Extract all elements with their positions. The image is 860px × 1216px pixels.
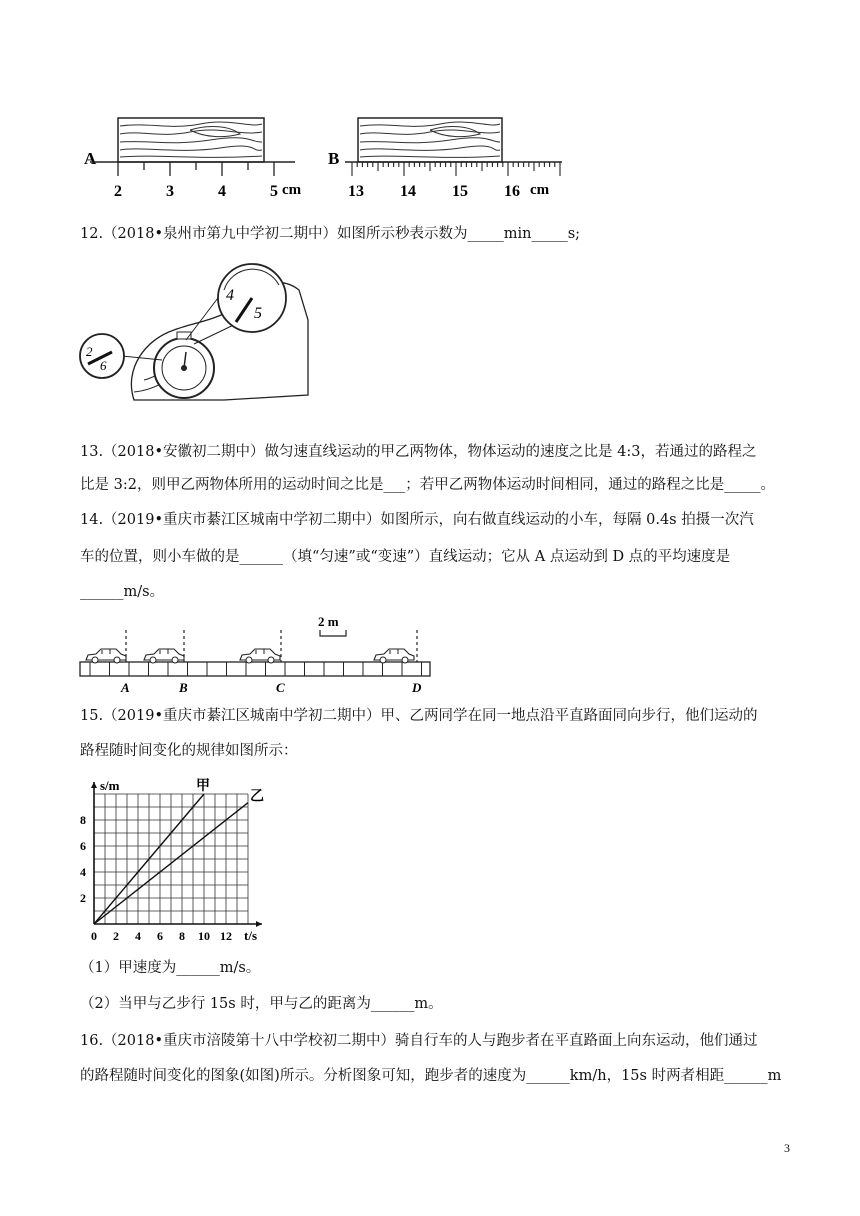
- question-15-line-1: 15.（2019•重庆市綦江区城南中学初二期中）甲、乙两同学在同一地点沿平直路面同向步行，他们运动的: [80, 708, 758, 724]
- x-axis-arrow: [256, 921, 262, 927]
- ruler-a-tick-label: 5: [270, 183, 278, 200]
- x-axis-label: t/s: [244, 928, 257, 943]
- x-tick-label: 10: [198, 929, 210, 943]
- x-tick-label: 2: [113, 929, 119, 943]
- x-tick-label: 0: [91, 929, 97, 943]
- ruler-b-tick-label: 14: [400, 183, 416, 200]
- ruler-b-tick-label: 13: [348, 183, 364, 200]
- ruler-a-tick-label: 4: [218, 183, 226, 200]
- ruler-b-label: B: [328, 149, 340, 168]
- ruler-a-label: A: [84, 149, 97, 168]
- y-axis-arrow: [91, 782, 97, 788]
- road-strip: [80, 662, 430, 676]
- ruler-b-unit: cm: [530, 182, 550, 198]
- x-tick-label: 12: [220, 929, 232, 943]
- question-15-sub-2: （2）当甲与乙步行 15s 时，甲与乙的距离为______m。: [80, 996, 443, 1012]
- point-label-b: B: [179, 680, 188, 695]
- stopwatch-small-dial-label: 2: [86, 344, 93, 359]
- ruler-b-ticks: [352, 162, 560, 176]
- car: [374, 649, 414, 663]
- x-tick-label: 4: [135, 929, 141, 943]
- series-label: 乙: [250, 789, 264, 805]
- question-16-line-2: 的路程随时间变化的图象(如图)所示。分析图象可知，跑步者的速度为______km/h，15s 时两者相距______m: [80, 1068, 782, 1084]
- scale-label: 2 m: [318, 614, 339, 629]
- wood-block-a: [118, 118, 264, 162]
- point-label-c: C: [276, 680, 285, 695]
- point-label-d: D: [412, 680, 422, 695]
- question-13-line-2: 比是 3:2，则甲乙两物体所用的运动时间之比是___；若甲乙两物体运动时间相同，通过的路程之比是_____。: [80, 477, 775, 493]
- chart-grid: [94, 794, 248, 924]
- question-15-sub-1: （1）甲速度为______m/s。: [80, 960, 261, 976]
- series-label: 甲: [196, 779, 210, 794]
- y-tick-label: 6: [80, 839, 86, 853]
- point-label-a: A: [121, 680, 130, 695]
- ruler-a-unit: cm: [282, 182, 302, 198]
- wood-block-b: [358, 118, 502, 162]
- ruler-a-ticks: [118, 162, 274, 176]
- question-14-line-2: 车的位置，则小车做的是______（填“匀速”或“变速”）直线运动；它从 A 点运动到 D 点的平均速度是: [80, 549, 731, 565]
- car: [144, 649, 184, 663]
- cars: [86, 649, 414, 663]
- stopwatch-figure: [74, 260, 314, 410]
- question-12: 12.（2018•泉州市第九中学初二期中）如图所示秒表示数为_____min_____s;: [80, 226, 581, 242]
- car: [86, 649, 126, 663]
- y-tick-label: 8: [80, 813, 86, 827]
- ruler-b-tick-label: 16: [504, 183, 520, 200]
- question-13-line-1: 13.（2018•安徽初二期中）做匀速直线运动的甲乙两物体，物体运动的速度之比是 4:3，若通过的路程之: [80, 444, 757, 460]
- car-figure: [78, 610, 434, 700]
- ruler-b-tick-label: 15: [452, 183, 468, 200]
- question-15-line-2: 路程随时间变化的规律如图所示：: [80, 743, 298, 759]
- stopwatch-large-dial-label: 5: [254, 305, 262, 322]
- stopwatch-small-dial-label: 6: [100, 358, 107, 373]
- question-16-line-1: 16.（2018•重庆市涪陵第十八中学校初二期中）骑自行车的人与跑步者在平直路面上向东运动，他们通过: [80, 1033, 758, 1049]
- y-tick-label: 4: [80, 865, 86, 879]
- x-tick-label: 8: [179, 929, 185, 943]
- ruler-figure: [80, 112, 570, 204]
- distance-time-chart: [76, 778, 276, 946]
- question-14-line-3: ______m/s。: [80, 584, 165, 600]
- car: [240, 649, 280, 663]
- ruler-a-tick-label: 2: [114, 183, 122, 200]
- y-axis-label: s/m: [100, 778, 120, 793]
- ruler-a-tick-label: 3: [166, 183, 174, 200]
- y-tick-label: 2: [80, 891, 86, 905]
- x-tick-label: 6: [157, 929, 163, 943]
- question-14-line-1: 14.（2019•重庆市綦江区城南中学初二期中）如图所示，向右做直线运动的小车，每隔 0.4s 拍摄一次汽: [80, 512, 754, 528]
- stopwatch-large-dial-label: 4: [226, 287, 234, 304]
- page-number: 3: [784, 1141, 790, 1155]
